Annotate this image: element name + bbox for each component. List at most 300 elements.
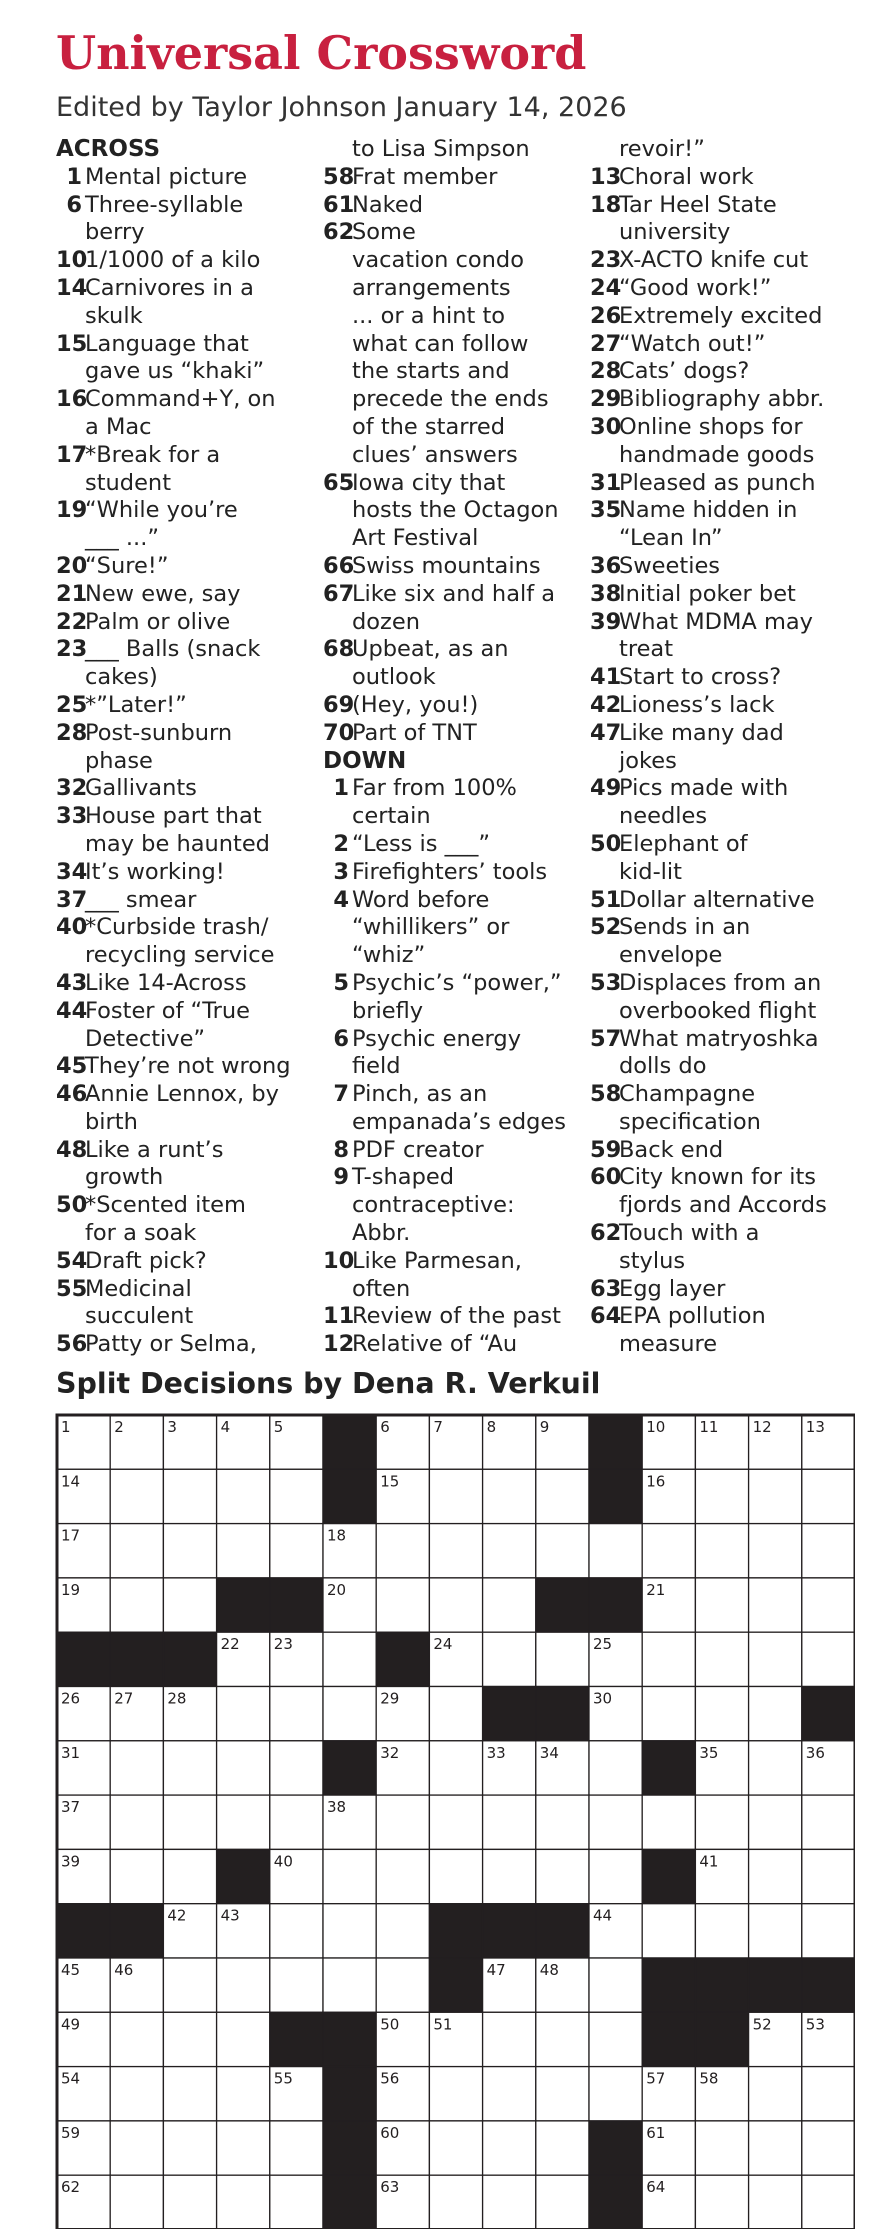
clue-number: 50: [56, 1192, 88, 1219]
clue-number: 15: [56, 330, 88, 357]
cell-number: 2: [114, 1418, 124, 1436]
clue-text: Psychic’s “power,” briefly: [352, 969, 562, 1024]
clue-item: [56, 609, 328, 637]
black-square: [429, 1904, 482, 1958]
grid-cell[interactable]: [110, 1849, 163, 1903]
grid-cell[interactable]: [483, 1469, 536, 1523]
black-square: [802, 1958, 855, 2012]
clue-column-1: [56, 136, 328, 1359]
grid-cell[interactable]: [536, 1524, 589, 1578]
grid-cell[interactable]: [483, 1578, 536, 1632]
clue-number: 37: [56, 886, 88, 913]
grid-cell[interactable]: [110, 2175, 163, 2229]
black-square: [802, 1687, 855, 1741]
grid-cell[interactable]: [429, 1469, 482, 1523]
clue-number: 53: [590, 969, 622, 996]
clue-item: [590, 247, 862, 275]
grid-cell[interactable]: [483, 1795, 536, 1849]
grid-cell[interactable]: [429, 2067, 482, 2121]
grid-cell[interactable]: [695, 1578, 748, 1632]
grid-cell[interactable]: [376, 1524, 429, 1578]
cell-number: 13: [805, 1418, 825, 1436]
clue-text: ___ smear: [85, 886, 197, 913]
grid-cell[interactable]: [110, 1469, 163, 1523]
grid-cell[interactable]: [695, 2121, 748, 2175]
grid-cell[interactable]: [589, 1795, 642, 1849]
clue-item: [56, 1081, 328, 1137]
grid-cell[interactable]: [642, 1904, 695, 1958]
grid-cell[interactable]: [376, 1578, 429, 1632]
grid-cell[interactable]: [802, 2175, 855, 2229]
cell-number: 45: [61, 1961, 81, 1979]
grid-cell[interactable]: [695, 1687, 748, 1741]
grid-cell[interactable]: [536, 1469, 589, 1523]
clue-number: 2: [333, 830, 349, 857]
grid-cell[interactable]: [376, 1849, 429, 1903]
clue-text: Carnivores in a skulk: [85, 274, 254, 329]
clue-item: [590, 303, 862, 331]
grid-cell[interactable]: [536, 2012, 589, 2066]
grid-cell[interactable]: [323, 1632, 376, 1686]
clue-text: “Watch out!”: [619, 330, 766, 357]
grid-cell[interactable]: [270, 1687, 323, 1741]
clue-text: Pleased as punch: [619, 469, 816, 496]
grid-cell[interactable]: [110, 2067, 163, 2121]
cell-number: 38: [327, 1798, 347, 1817]
grid-cell[interactable]: [802, 1578, 855, 1632]
clue-number: 50: [590, 830, 622, 857]
cell-number: 8: [486, 1418, 497, 1436]
clue-item: [590, 1220, 862, 1276]
clue-item: [56, 803, 328, 859]
grid-cell[interactable]: [217, 1958, 270, 2012]
clue-number: 3: [333, 858, 349, 885]
grid-cell[interactable]: [802, 1469, 855, 1523]
clue-item: [323, 192, 595, 220]
clue-number: 49: [590, 775, 622, 802]
clue-text: Start to cross?: [619, 664, 782, 691]
black-square: [57, 1904, 110, 1958]
clue-number: 39: [590, 608, 622, 635]
cell-number: 17: [61, 1526, 81, 1545]
clue-item: [56, 970, 328, 998]
grid-cell[interactable]: [749, 1849, 802, 1903]
grid-cell[interactable]: [802, 1524, 855, 1578]
down-heading: DOWN: [323, 747, 407, 774]
clue-item: [56, 581, 328, 609]
cell-number: 39: [61, 1852, 81, 1871]
cell-number: 7: [433, 1418, 443, 1436]
grid-cell[interactable]: [163, 1849, 216, 1903]
grid-cell[interactable]: [163, 1741, 216, 1795]
cell-number: 33: [486, 1743, 506, 1762]
grid-cell[interactable]: [749, 1524, 802, 1578]
clue-text: Extremely excited: [619, 302, 823, 329]
grid-cell[interactable]: [589, 1524, 642, 1578]
black-square: [589, 1578, 642, 1632]
grid-cell[interactable]: [217, 2175, 270, 2229]
grid-cell[interactable]: [483, 2067, 536, 2121]
grid-cell[interactable]: [376, 1904, 429, 1958]
grid-cell[interactable]: [749, 1578, 802, 1632]
grid-cell[interactable]: [695, 1524, 748, 1578]
grid-cell[interactable]: [642, 1632, 695, 1686]
clue-item: [56, 553, 328, 581]
clue-text: What MDMA may treat: [619, 608, 813, 663]
clue-text: Displaces from an overbooked flight: [619, 969, 822, 1024]
grid-cell[interactable]: [163, 1958, 216, 2012]
grid-cell[interactable]: [749, 1795, 802, 1849]
clue-number: 63: [590, 1275, 622, 1302]
cell-number: 11: [699, 1418, 719, 1436]
clue-text: Word before “whillikers” or “whiz”: [352, 886, 510, 969]
grid-cell[interactable]: [802, 1904, 855, 1958]
clue-number: 19: [56, 497, 88, 524]
grid-cell[interactable]: [429, 1741, 482, 1795]
black-square: [429, 1958, 482, 2012]
grid-cell[interactable]: [110, 1524, 163, 1578]
clue-item: [323, 1164, 595, 1247]
grid-cell[interactable]: [749, 1469, 802, 1523]
clue-number: 38: [590, 580, 622, 607]
grid-cell[interactable]: [642, 1524, 695, 1578]
grid-cell[interactable]: [802, 2121, 855, 2175]
clue-number: 10: [323, 1247, 355, 1274]
clue-text: T-shaped contraceptive: Abbr.: [352, 1164, 515, 1247]
clue-item: [590, 887, 862, 915]
clue-item: [323, 1026, 595, 1082]
black-square: [323, 2012, 376, 2066]
black-square: [323, 1469, 376, 1523]
clue-text: Post-sunburn phase: [85, 719, 233, 774]
clue-item: [590, 164, 862, 192]
clue-text: 1/1000 of a kilo: [85, 247, 261, 274]
grid-cell[interactable]: [695, 1795, 748, 1849]
clue-item: [323, 581, 595, 637]
clue-number: 68: [323, 636, 355, 663]
clue-item: [56, 497, 328, 553]
grid-cell[interactable]: [217, 1469, 270, 1523]
black-square: [323, 2067, 376, 2121]
grid-cell[interactable]: [483, 1849, 536, 1903]
clue-column-2: [323, 136, 595, 1359]
grid-cell[interactable]: [270, 2175, 323, 2229]
black-square: [217, 1578, 270, 1632]
clue-item: [590, 331, 862, 359]
grid-cell[interactable]: [110, 2121, 163, 2175]
grid-cell[interactable]: [270, 1904, 323, 1958]
grid-cell[interactable]: [802, 1632, 855, 1686]
grid-cell[interactable]: [802, 2067, 855, 2121]
cell-number: 54: [61, 2069, 81, 2088]
cell-number: 5: [273, 1418, 284, 1436]
cell-number: 15: [380, 1472, 400, 1491]
grid-cell[interactable]: [749, 1687, 802, 1741]
crossword-grid[interactable]: [55, 1413, 855, 2229]
grid-cell[interactable]: [802, 1795, 855, 1849]
grid-cell[interactable]: [483, 2175, 536, 2229]
clue-number: 20: [56, 552, 88, 579]
grid-cell[interactable]: [483, 2121, 536, 2175]
grid-cell[interactable]: [429, 2175, 482, 2229]
clue-item: [590, 692, 862, 720]
clue-number: 58: [323, 163, 355, 190]
clue-item: [590, 664, 862, 692]
clue-item: [56, 1053, 328, 1081]
clue-item: [56, 636, 328, 692]
clue-text: Egg layer: [619, 1275, 726, 1302]
grid-cell[interactable]: [110, 1795, 163, 1849]
grid-cell[interactable]: [323, 1958, 376, 2012]
grid-cell[interactable]: [163, 2067, 216, 2121]
grid-cell[interactable]: [217, 1687, 270, 1741]
grid-cell[interactable]: [749, 1632, 802, 1686]
clue-number: 55: [56, 1275, 88, 1302]
clue-text: Sweeties: [619, 552, 721, 579]
cell-number: 48: [539, 1961, 559, 1979]
page-title: Universal Crossword: [56, 26, 587, 80]
clue-number: 62: [590, 1220, 622, 1247]
cell-number: 3: [167, 1418, 177, 1436]
clue-text: “Sure!”: [85, 552, 169, 579]
grid-cell[interactable]: [589, 1849, 642, 1903]
clue-item: [56, 998, 328, 1054]
clue-item: [56, 1248, 328, 1276]
cell-number: 62: [61, 2178, 81, 2197]
clue-number: 7: [333, 1081, 349, 1108]
cell-number: 21: [646, 1580, 666, 1599]
black-square: [483, 1687, 536, 1741]
grid-cell[interactable]: [270, 1741, 323, 1795]
clue-item: [56, 1331, 328, 1359]
clue-item: [56, 859, 328, 887]
clue-text: New ewe, say: [85, 580, 241, 607]
clue-number: 66: [323, 552, 355, 579]
black-square: [270, 2012, 323, 2066]
grid-cell[interactable]: [270, 1795, 323, 1849]
grid-cell[interactable]: [536, 1795, 589, 1849]
grid-cell[interactable]: [376, 1795, 429, 1849]
clue-text: Pics made with needles: [619, 775, 789, 830]
grid-cell[interactable]: [749, 2175, 802, 2229]
grid-cell[interactable]: [483, 1524, 536, 1578]
grid-cell[interactable]: [695, 1469, 748, 1523]
clue-text: Initial poker bet: [619, 580, 796, 607]
black-square: [589, 2121, 642, 2175]
black-square: [589, 1415, 642, 1469]
grid-cell[interactable]: [163, 1469, 216, 1523]
clue-item: [323, 775, 595, 831]
cell-number: 24: [433, 1635, 453, 1654]
clue-text: *Break for a student: [85, 441, 221, 496]
black-square: [536, 1904, 589, 1958]
grid-cell[interactable]: [217, 1524, 270, 1578]
clue-number: 54: [56, 1247, 88, 1274]
clue-number: 27: [590, 330, 622, 357]
clue-number: 5: [333, 969, 349, 996]
grid-cell[interactable]: [589, 1741, 642, 1795]
clue-item: [590, 1137, 862, 1165]
black-square: [110, 1904, 163, 1958]
cell-number: 32: [380, 1743, 400, 1762]
clue-number: 43: [56, 969, 88, 996]
grid-cell[interactable]: [323, 1687, 376, 1741]
clue-number: 45: [56, 1053, 88, 1080]
clue-number: 64: [590, 1303, 622, 1330]
grid-cell[interactable]: [536, 1849, 589, 1903]
grid-cell[interactable]: [270, 1958, 323, 2012]
clue-text: Medicinal succulent: [85, 1275, 194, 1330]
grid-cell[interactable]: [429, 1687, 482, 1741]
clue-item: [56, 275, 328, 331]
grid-cell[interactable]: [163, 1578, 216, 1632]
grid-cell[interactable]: [589, 2012, 642, 2066]
grid-cell[interactable]: [536, 2121, 589, 2175]
clue-number: 40: [56, 914, 88, 941]
grid-cell[interactable]: [749, 1904, 802, 1958]
cell-number: 55: [273, 2069, 293, 2088]
clue-item: [56, 1192, 328, 1248]
grid-cell[interactable]: [483, 1632, 536, 1686]
clue-number: 28: [590, 358, 622, 385]
grid-cell[interactable]: [163, 2121, 216, 2175]
clue-item: [590, 470, 862, 498]
clue-item: [323, 859, 595, 887]
clue-item: [323, 164, 595, 192]
clue-number: 62: [323, 219, 355, 246]
grid-cell[interactable]: [217, 2121, 270, 2175]
clue-number: 8: [333, 1136, 349, 1163]
grid-cell[interactable]: [749, 2121, 802, 2175]
grid-cell[interactable]: [589, 2067, 642, 2121]
grid-cell[interactable]: [217, 1795, 270, 1849]
grid-cell[interactable]: [536, 2067, 589, 2121]
black-square: [323, 2175, 376, 2229]
cell-number: 23: [273, 1635, 293, 1654]
clue-text: Mental picture: [85, 163, 248, 190]
clue-item: [323, 636, 595, 692]
grid-cell[interactable]: [163, 1795, 216, 1849]
grid-cell[interactable]: [270, 2121, 323, 2175]
grid-cell[interactable]: [217, 2012, 270, 2066]
clue-number: 41: [590, 664, 622, 691]
clue-number: 29: [590, 386, 622, 413]
cell-number: 26: [61, 1689, 81, 1708]
cell-number: 1: [61, 1418, 71, 1436]
cell-number: 46: [114, 1961, 134, 1979]
grid-cell[interactable]: [483, 2012, 536, 2066]
grid-cell[interactable]: [642, 1687, 695, 1741]
clue-text: Naked: [352, 191, 423, 218]
grid-cell[interactable]: [536, 2175, 589, 2229]
clue-item: [56, 1276, 328, 1332]
clue-item: [56, 720, 328, 776]
grid-cell[interactable]: [749, 1741, 802, 1795]
grid-cell[interactable]: [163, 2175, 216, 2229]
clue-item: [590, 581, 862, 609]
clue-item: [590, 497, 862, 553]
black-square: [270, 1578, 323, 1632]
clue-text: PDF creator: [352, 1136, 484, 1163]
black-square: [695, 2012, 748, 2066]
cell-number: 42: [167, 1906, 187, 1925]
clue-text: Cats’ dogs?: [619, 358, 750, 385]
clue-text: “While you’re ___ ...”: [85, 497, 238, 552]
cell-number: 43: [220, 1906, 240, 1925]
grid-cell[interactable]: [429, 1849, 482, 1903]
grid-cell[interactable]: [695, 1904, 748, 1958]
grid-cell[interactable]: [163, 2012, 216, 2066]
grid-cell[interactable]: [589, 1958, 642, 2012]
clue-number: 14: [56, 274, 88, 301]
grid-cell[interactable]: [376, 1958, 429, 2012]
clue-item: [590, 970, 862, 1026]
grid-cell[interactable]: [695, 2175, 748, 2229]
grid-cell[interactable]: [429, 1578, 482, 1632]
grid-cell[interactable]: [110, 1741, 163, 1795]
grid-cell[interactable]: [217, 1741, 270, 1795]
clue-item: [56, 775, 328, 803]
grid-cell[interactable]: [429, 1795, 482, 1849]
clue-text: “Good work!”: [619, 274, 772, 301]
cell-number: 61: [646, 2123, 666, 2142]
clue-item: [56, 192, 328, 248]
clue-number: 16: [56, 386, 88, 413]
grid-cell[interactable]: [270, 1524, 323, 1578]
grid-cell[interactable]: [163, 1524, 216, 1578]
clue-item: [323, 887, 595, 970]
clue-number: 59: [590, 1136, 622, 1163]
clue-item: [590, 358, 862, 386]
clue-text: *”Later!”: [85, 691, 187, 718]
clue-number: 57: [590, 1025, 622, 1052]
clue-item: [323, 970, 595, 1026]
cell-number: 58: [699, 2069, 719, 2088]
clue-number: 26: [590, 302, 622, 329]
black-square: [110, 1632, 163, 1686]
grid-cell[interactable]: [217, 2067, 270, 2121]
grid-cell[interactable]: [270, 1469, 323, 1523]
clue-item: [323, 1331, 595, 1359]
clue-continuation: revoir!”: [619, 136, 705, 162]
grid-cell[interactable]: [429, 2121, 482, 2175]
cell-number: 47: [486, 1961, 506, 1979]
clue-number: 25: [56, 691, 88, 718]
grid-cell[interactable]: [323, 1849, 376, 1903]
black-square: [589, 2175, 642, 2229]
grid-cell[interactable]: [802, 1849, 855, 1903]
clue-number: 24: [590, 274, 622, 301]
clue-item: [56, 442, 328, 498]
grid-cell[interactable]: [323, 1904, 376, 1958]
cell-number: 60: [380, 2123, 400, 2142]
black-square: [642, 1958, 695, 2012]
grid-cell[interactable]: [695, 1632, 748, 1686]
clue-number: 31: [590, 469, 622, 496]
black-square: [536, 1578, 589, 1632]
clue-number: 48: [56, 1136, 88, 1163]
grid-cell[interactable]: [110, 1578, 163, 1632]
grid-cell[interactable]: [536, 1632, 589, 1686]
grid-cell[interactable]: [110, 2012, 163, 2066]
cell-number: 34: [539, 1743, 559, 1762]
clue-number: 60: [590, 1164, 622, 1191]
clue-item: [590, 1276, 862, 1304]
grid-cell[interactable]: [749, 2067, 802, 2121]
grid-cell[interactable]: [429, 1524, 482, 1578]
clue-text: Gallivants: [85, 775, 197, 802]
grid-cell[interactable]: [642, 1795, 695, 1849]
